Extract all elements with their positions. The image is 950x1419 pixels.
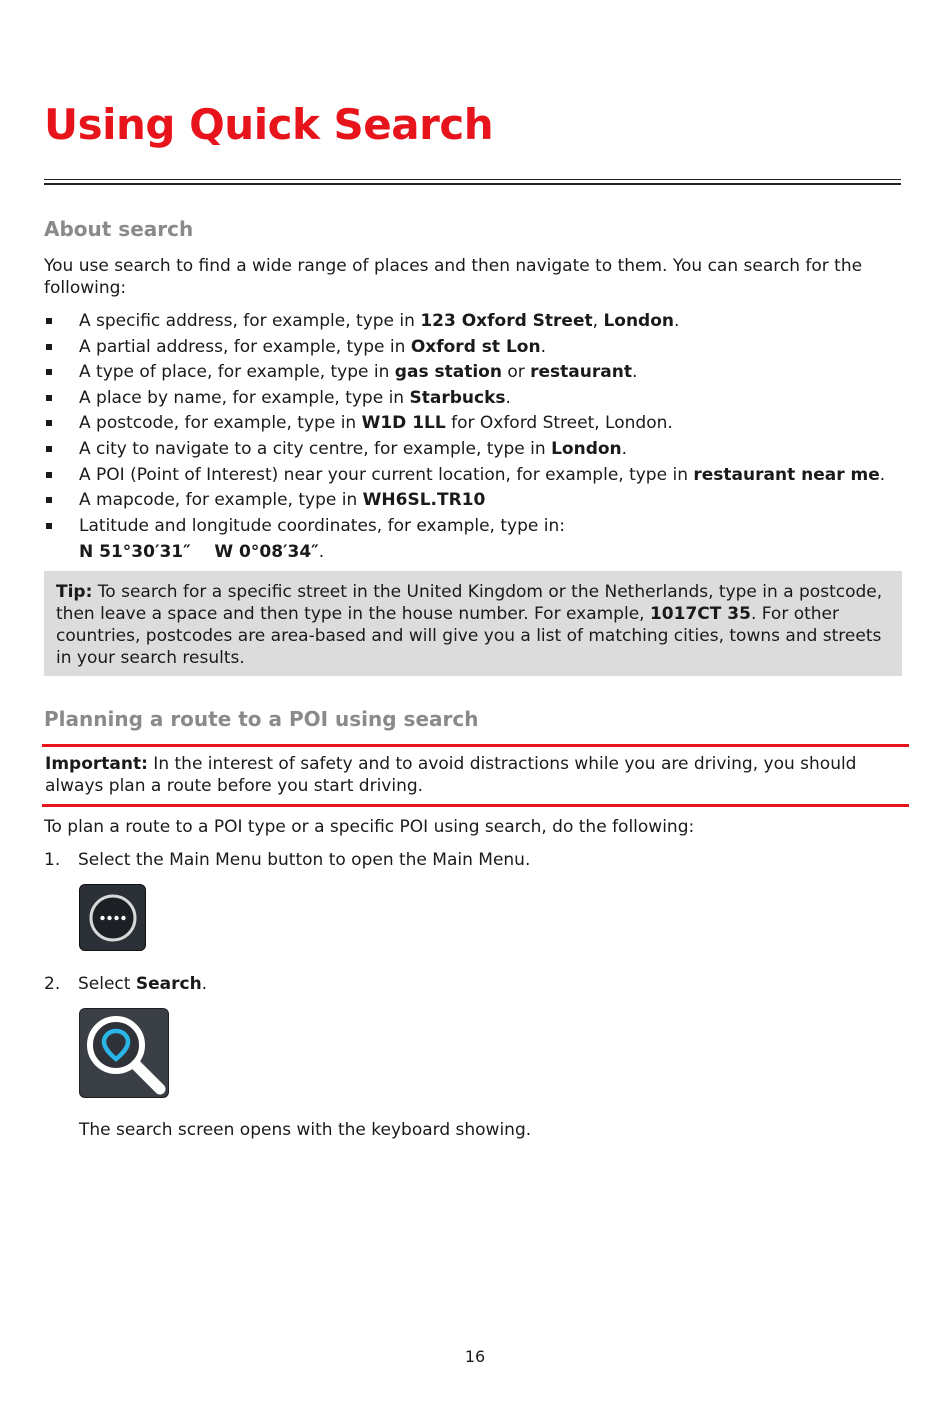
search-icon xyxy=(80,1009,169,1098)
about-search-heading: About search xyxy=(44,217,194,241)
list-item: A POI (Point of Interest) near your current location, for example, type in restaurant near me. xyxy=(44,463,904,489)
tip-text-end: . For other countries, postcodes are area-based and will give you a list of matching cities, towns and streets in your search results. xyxy=(56,604,882,668)
search-examples-list xyxy=(44,309,904,539)
important-note xyxy=(42,744,909,807)
important-text: In the interest of safety and to avoid distractions while you are driving, you should always plan a route before you start driving. xyxy=(45,754,857,796)
list-item: A specific address, for example, type in 123 Oxford Street, London. xyxy=(44,309,904,335)
bullet-square-icon xyxy=(46,420,52,426)
tip-box xyxy=(44,571,902,676)
step-2-text: Select xyxy=(78,974,136,994)
tip-example: 1017CT 35 xyxy=(649,604,751,624)
list-item: A type of place, for example, type in gas station or restaurant. xyxy=(44,360,904,386)
step-2-number: 2. xyxy=(44,974,61,994)
planning-heading: Planning a route to a POI using search xyxy=(44,707,479,731)
bullet-square-icon xyxy=(46,472,52,478)
step-1-text: Select the Main Menu button to open the Main Menu. xyxy=(78,850,531,870)
step-1 xyxy=(44,849,530,871)
step-2-bold: Search xyxy=(135,974,202,994)
page-title: Using Quick Search xyxy=(44,100,494,149)
planning-intro: To plan a route to a POI type or a specific POI using search, do the following: xyxy=(44,817,695,837)
list-item: A place by name, for example, type in Starbucks. xyxy=(44,386,904,412)
list-item: A partial address, for example, type in Oxford st Lon. xyxy=(44,335,904,361)
about-intro: You use search to find a wide range of places and then navigate to them. You can search for the following: xyxy=(44,256,863,298)
bullet-square-icon xyxy=(46,497,52,503)
list-item: A mapcode, for example, type in WH6SL.TR10 xyxy=(44,488,904,514)
search-button[interactable] xyxy=(79,1008,169,1098)
tip-text: To search for a specific street in the United Kingdom or the Netherlands, type in a postcode, then leave a space and then type in the house number. For example, xyxy=(56,582,883,624)
page-number: 16 xyxy=(464,1347,486,1366)
step-2: 2. Select Search. xyxy=(44,974,208,994)
bullet-square-icon xyxy=(46,395,52,401)
important-label: Important: xyxy=(45,754,148,774)
bullet-square-icon xyxy=(46,318,52,324)
step-1-number: 1. xyxy=(44,850,61,870)
bullet-square-icon xyxy=(46,446,52,452)
tip-label: Tip: xyxy=(56,582,93,602)
coordinates-example: N 51°30′31″ W 0°08′34″. xyxy=(79,542,325,562)
list-item: A city to navigate to a city centre, for example, type in London. xyxy=(44,437,904,463)
bullet-square-icon xyxy=(46,344,52,350)
bullet-square-icon xyxy=(46,523,52,529)
main-menu-button[interactable] xyxy=(79,884,146,951)
list-item: A postcode, for example, type in W1D 1LL for Oxford Street, London. xyxy=(44,411,904,437)
title-divider xyxy=(44,179,901,185)
search-screen-note: The search screen opens with the keyboard showing. xyxy=(79,1120,532,1140)
main-menu-icon xyxy=(80,885,147,952)
list-item: Latitude and longitude coordinates, for example, type in: xyxy=(44,514,904,540)
bullet-square-icon xyxy=(46,369,52,375)
